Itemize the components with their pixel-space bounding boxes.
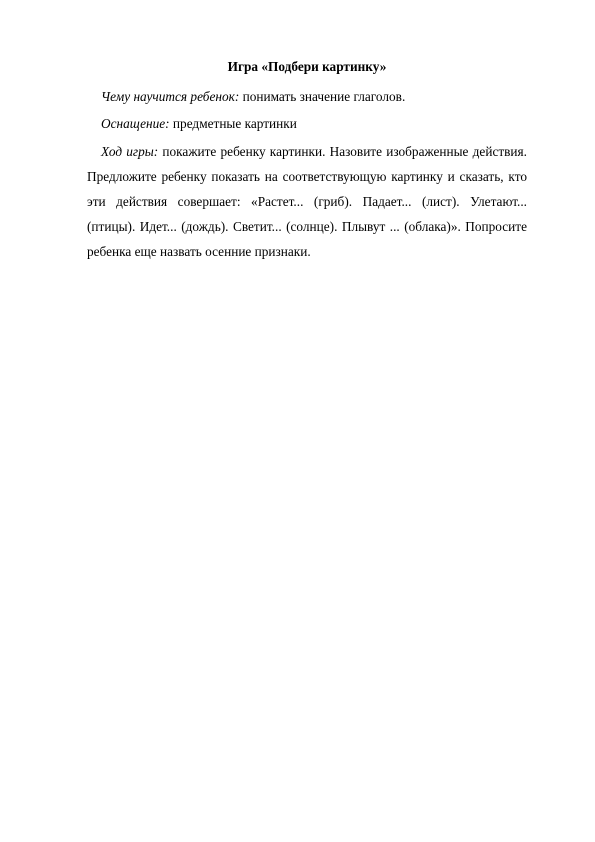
equipment-label: Оснащение: <box>101 115 170 131</box>
document-title: Игра «Подбери картинку» <box>227 59 387 74</box>
goal-text: понимать значение глаголов. <box>239 89 406 104</box>
goal-label: Чему научится ребенок: <box>101 89 240 104</box>
procedure-label: Ход игры: <box>101 144 159 159</box>
document-content <box>87 56 527 268</box>
equipment-paragraph <box>87 113 527 136</box>
procedure-text: покажите ребенку картинки. Назовите изображенные действия. Предложите ребенку показать на соответствующую картинку и сказать, кто эти действия совершает: «Растет... (гриб). Падает... (лист). Улетают... (птицы). Идет... (дождь). Светит... (солнце). Плывут ... (облака)». Попросите ребенка еще назвать осенние признаки. <box>87 144 527 259</box>
goal-paragraph <box>87 86 527 109</box>
equipment-text: предметные картинки <box>169 115 297 131</box>
procedure-paragraph <box>87 139 527 264</box>
